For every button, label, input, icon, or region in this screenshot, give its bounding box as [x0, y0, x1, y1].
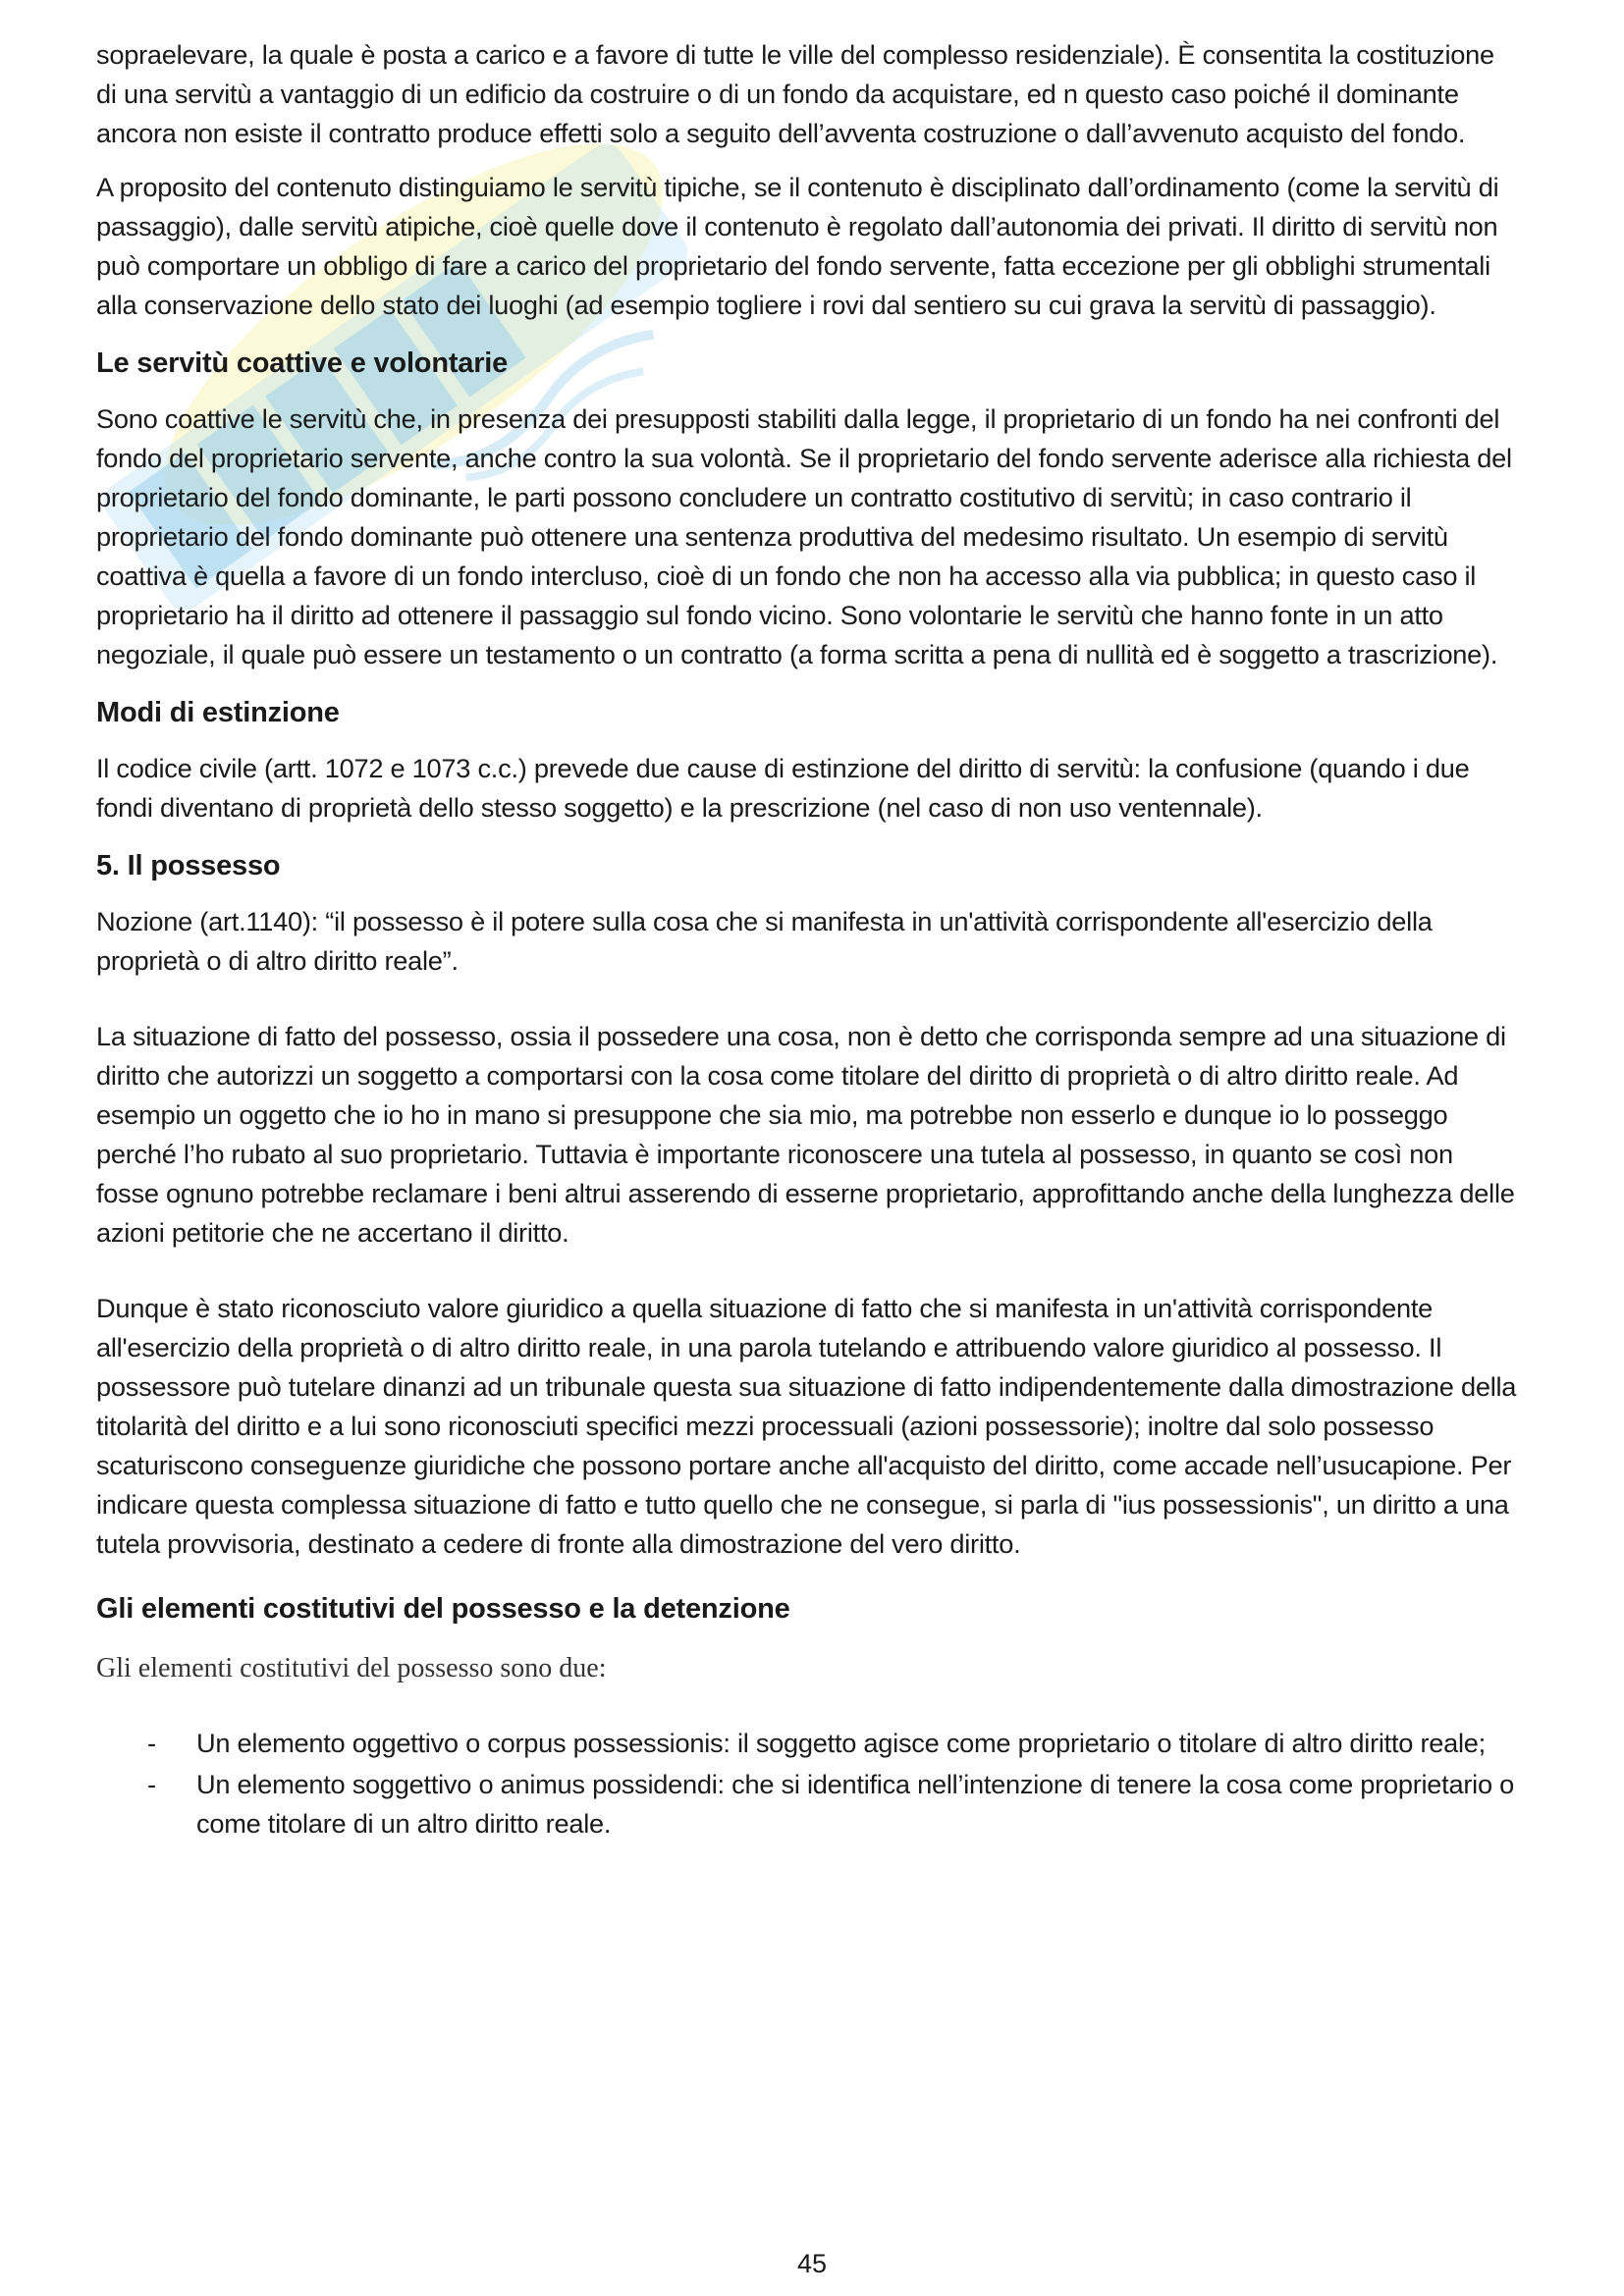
- paragraph-nozione-possesso: Nozione (art.1140): “il possesso è il potere sulla cosa che si manifesta in un'attività corrispondente all'esercizio della proprietà o di altro diritto reale”.: [96, 906, 1433, 976]
- heading-elementi-costitutivi: Gli elementi costitutivi del possesso e la detenzione: [96, 1593, 790, 1625]
- paragraph-servitu-contenuto: A proposito del contenuto distinguiamo le servitù tipiche, se il contenuto è disciplinato dall’ordinamento (come la servitù di passaggio), dalle servitù atipiche, cioè quelle dove il contenuto è regolato dall’autonomia dei privati. Il diritto di servitù non può comportare un obbligo di fare a carico del proprietario del fondo servente, fatta eccezione per gli obblighi strumentali alla conservazione dello stato dei luoghi (ad esempio togliere i rovi dal sentiero su cui grava la servitù di passaggio).: [96, 172, 1499, 320]
- list-item: [96, 1765, 1520, 1843]
- paragraph-servitu-costituzione: sopraelevare, la quale è posta a carico e a favore di tutte le ville del complesso residenziale). È consentita la costituzione di una servitù a vantaggio di un edificio da costruire o di un fondo da acquistare, ed n questo caso poiché il dominante ancora non esiste il contratto produce effetti solo a seguito dell’avventa costruzione o dall’avvenuto acquisto del fondo.: [96, 39, 1494, 148]
- dash-bullet: -: [147, 1728, 156, 1758]
- paragraph-servitu-coattive: Sono coattive le servitù che, in presenza dei presupposti stabiliti dalla legge, il proprietario di un fondo ha nei confronti del fondo del proprietario servente, anche contro la sua volontà. Se il proprietario del fondo servente aderisce alla richiesta del proprietario del fondo dominante, le parti possono concludere un contratto costitutivo di servitù; in caso contrario il proprietario del fondo dominante può ottenere una sentenza produttiva del medesimo risultato. Un esempio di servitù coattiva è quella a favore di un fondo intercluso, cioè di un fondo che non ha accesso alla via pubblica; in questo caso il proprietario ha il diritto ad ottenere il passaggio sul fondo vicino. Sono volontarie le servitù che hanno fonte in un atto negoziale, il quale può essere un testamento o un contratto (a forma scritta a pena di nullità ed è soggetto a trascrizione).: [96, 403, 1512, 669]
- paragraph-modi-estinzione: Il codice civile (artt. 1072 e 1073 c.c.) prevede due cause di estinzione del diritto di servitù: la confusione (quando i due fondi diventano di proprietà dello stesso soggetto) e la prescrizione (nel caso di non uso ventennale).: [96, 753, 1470, 823]
- heading-modi-estinzione: Modi di estinzione: [96, 697, 340, 728]
- list-item-text: Un elemento soggettivo o animus possidendi: che si identifica nell’intenzione di tenere la cosa come proprietario o come titolare di un altro diritto reale.: [196, 1769, 1514, 1839]
- heading-il-possesso: 5. Il possesso: [96, 850, 281, 881]
- page-number: 45: [796, 2249, 828, 2278]
- elementi-list: [96, 1724, 1520, 1843]
- paragraph-valore-giuridico: Dunque è stato riconosciuto valore giuridico a quella situazione di fatto che si manifesta in un'attività corrispondente all'esercizio della proprietà o di altro diritto reale, in una parola tutelando e attribuendo valore giuridico al possesso. Il possessore può tutelare dinanzi ad un tribunale questa sua situazione di fatto indipendentemente dalla dimostrazione della titolarità del diritto e a lui sono riconosciuti specifici mezzi processuali (azioni possessorie); inoltre dal solo possesso scaturiscono conseguenze giuridiche che possono portare anche all'acquisto del diritto, come accade nell’usucapione. Per indicare questa complessa situazione di fatto e tutto quello che ne consegue, si parla di "ius possessionis", un diritto a una tutela provvisoria, destinato a cedere di fronte alla dimostrazione del vero diritto.: [96, 1293, 1517, 1559]
- document-page: [96, 35, 1520, 1845]
- dash-bullet: -: [147, 1769, 156, 1799]
- list-item: [96, 1724, 1520, 1763]
- heading-servitu-coattive: Le servitù coattive e volontarie: [96, 347, 509, 379]
- paragraph-elementi-intro: Gli elementi costitutivi del possesso sono due:: [96, 1653, 607, 1683]
- list-item-text: Un elemento oggettivo o corpus possessionis: il soggetto agisce come proprietario o titolare di altro diritto reale;: [196, 1728, 1486, 1758]
- paragraph-situazione-di-fatto: La situazione di fatto del possesso, ossia il possedere una cosa, non è detto che corrisponda sempre ad una situazione di diritto che autorizzi un soggetto a comportarsi con la cosa come titolare del diritto di proprietà o di altro diritto reale. Ad esempio un oggetto che io ho in mano si presuppone che sia mio, ma potrebbe non esserlo e dunque io lo posseggo perché l’ho rubato al suo proprietario. Tuttavia è importante riconoscere una tutela al possesso, in quanto se così non fosse ognuno potrebbe reclamare i beni altrui asserendo di esserne proprietario, approfittando anche della lunghezza delle azioni petitorie che ne accertano il diritto.: [96, 1021, 1515, 1248]
